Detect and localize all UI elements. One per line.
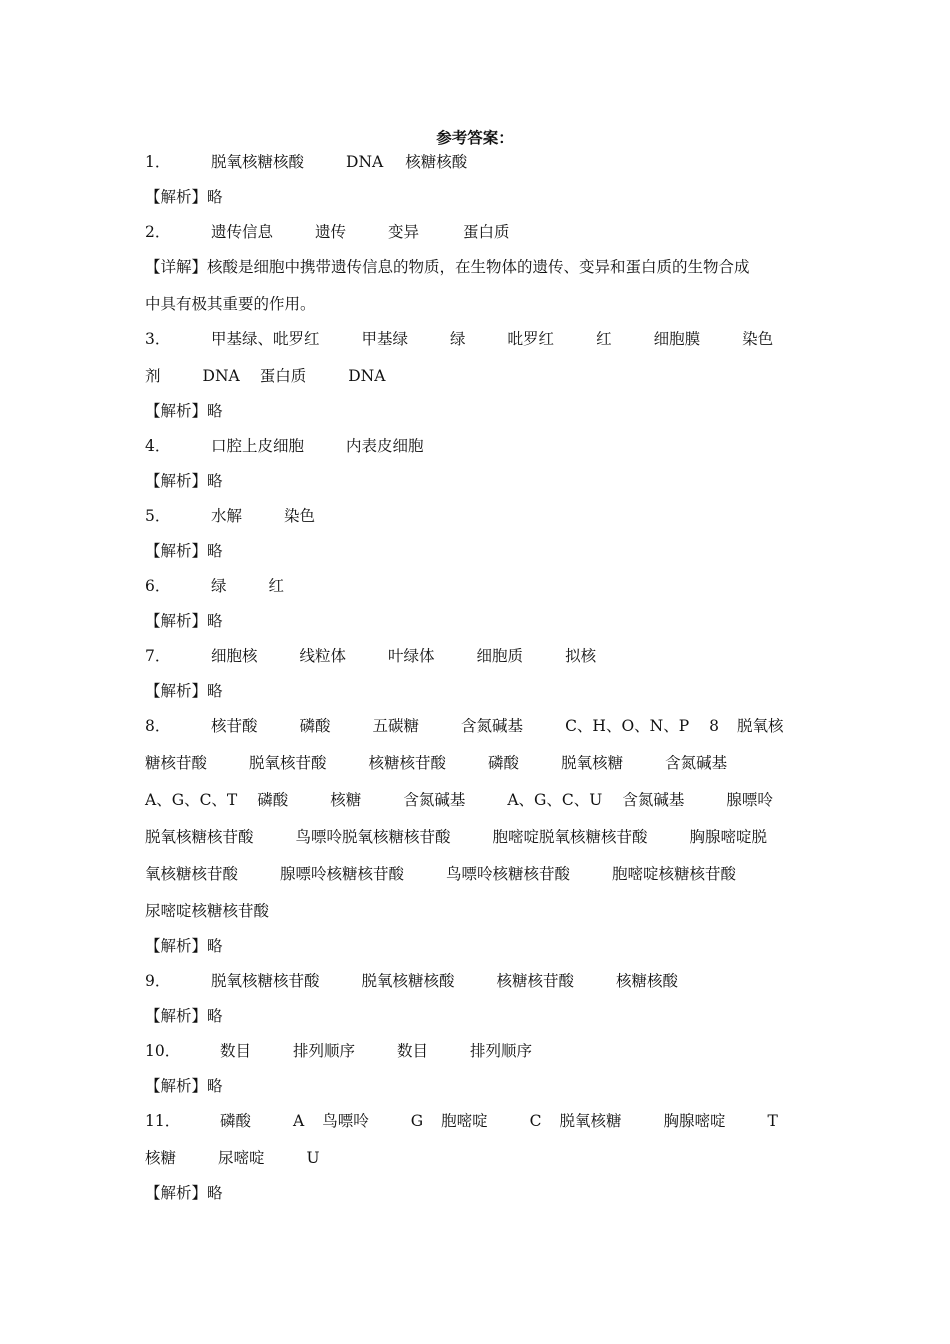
analysis-label: 【解析】 [145, 1077, 208, 1095]
answer-blank: 排列顺序 [293, 1042, 356, 1060]
answer-blank: 含氮碱基 [403, 791, 466, 809]
answer-blank: 脱氧核苷酸 [249, 754, 327, 772]
answer-blank: A、G、C、U [507, 791, 603, 809]
answer-blank: 脱氧核糖 [561, 754, 624, 772]
analysis-text: 略 [207, 1077, 223, 1095]
answer-blank: 鸟嘌呤核糖核苷酸 [446, 865, 571, 883]
answer-blank: A、G、C、T [145, 791, 238, 809]
answer-blank: 脱氧核糖 [559, 1112, 622, 1130]
answer-blank: 甲基绿 [361, 330, 409, 348]
answer-blank: 甲基绿、吡罗红 [211, 330, 320, 348]
answer-8 [145, 716, 810, 753]
analysis-text: 略 [207, 402, 223, 420]
answer-blank: 磷酸 [257, 791, 289, 809]
answer-blank: 剂 [145, 367, 161, 385]
answer-8-cont-4 [145, 864, 810, 901]
question-number: 8． [145, 717, 171, 735]
answer-blank: 核糖 [145, 1149, 177, 1167]
answer-blank: 核糖 [330, 791, 362, 809]
question-number: 6． [145, 577, 171, 595]
answer-blank: 胸腺嘧啶脱 [689, 828, 768, 846]
analysis-label: 【解析】 [145, 188, 208, 206]
answer-blank: 线粒体 [299, 647, 347, 665]
answer-blank: G [410, 1112, 424, 1130]
analysis-4 [145, 471, 810, 506]
answer-blank: 遗传信息 [211, 223, 274, 241]
analysis-label: 【解析】 [145, 682, 208, 700]
answer-blank: 叶绿体 [388, 647, 435, 665]
answer-blank: 尿嘧啶 [218, 1149, 265, 1167]
answer-blank: 蛋白质 [259, 367, 307, 385]
detail-2-line-1 [145, 257, 810, 294]
answer-blank: 磷酸 [488, 754, 520, 772]
answer-blank: C [529, 1112, 542, 1130]
analysis-7 [145, 681, 810, 716]
answer-list [145, 152, 810, 1218]
answer-blank: 细胞核 [211, 647, 258, 665]
answer-blank: 含氮碱基 [665, 754, 728, 772]
analysis-text: 略 [207, 612, 223, 630]
answer-blank: 遗传 [315, 223, 347, 241]
answer-blank: DNA [346, 153, 384, 171]
question-number: 10． [145, 1042, 181, 1060]
answer-blank: 脱氧核 [737, 717, 784, 735]
answer-blank: 胞嘧啶脱氧核糖核苷酸 [492, 828, 648, 846]
answer-blank: T [767, 1112, 778, 1130]
answer-blank: 绿 [211, 577, 227, 595]
question-number: 2． [145, 223, 171, 241]
answer-blank: 染色 [284, 507, 316, 525]
analysis-text: 略 [207, 1184, 223, 1202]
answer-blank: 变异 [388, 223, 420, 241]
answer-blank: 脱氧核糖核苷酸 [211, 972, 320, 990]
answer-blank: 核糖核苷酸 [368, 754, 447, 772]
answer-11-cont [145, 1148, 810, 1183]
answer-5 [145, 506, 810, 541]
answer-blank: 腺嘌呤核糖核苷酸 [280, 865, 405, 883]
answer-blank: 尿嘧啶核糖核苷酸 [145, 902, 270, 920]
answer-blank: C、H、O、N、P [565, 717, 690, 735]
analysis-10 [145, 1076, 810, 1111]
answer-blank: 含氮碱基 [622, 791, 685, 809]
analysis-label: 【解析】 [145, 542, 208, 560]
answer-blank: 8 [709, 717, 720, 735]
analysis-label: 【解析】 [145, 1184, 208, 1202]
answer-blank: 核糖核酸 [616, 972, 679, 990]
answer-blank: 五碳糖 [372, 717, 420, 735]
answer-blank: 核苷酸 [211, 717, 258, 735]
answer-blank: 鸟嘌呤脱氧核糖核苷酸 [295, 828, 451, 846]
answer-1 [145, 152, 810, 187]
question-number: 4． [145, 437, 171, 455]
answer-6 [145, 576, 810, 611]
answer-8-cont-5 [145, 901, 810, 936]
detail-label: 【详解】 [145, 258, 208, 276]
question-number: 3． [145, 330, 171, 348]
answer-blank: 蛋白质 [463, 223, 510, 241]
answer-blank: 核糖核苷酸 [496, 972, 575, 990]
answer-blank: 鸟嘌呤 [322, 1112, 369, 1130]
answer-7 [145, 646, 810, 681]
answer-blank: 口腔上皮细胞 [211, 437, 305, 455]
detail-text: 核酸是细胞中携带遗传信息的物质，在生物体的遗传、变异和蛋白质的生物合成 [207, 258, 750, 276]
answer-blank: 磷酸 [299, 717, 331, 735]
answer-blank: 绿 [450, 330, 466, 348]
analysis-1 [145, 187, 810, 222]
question-number: 11． [145, 1112, 181, 1130]
analysis-9 [145, 1006, 810, 1041]
question-number: 1． [145, 153, 171, 171]
detail-text: 中具有极其重要的作用。 [145, 295, 316, 313]
analysis-text: 略 [207, 682, 223, 700]
answer-blank: U [306, 1149, 320, 1167]
answer-blank: 内表皮细胞 [346, 437, 424, 455]
answer-blank: 胸腺嘧啶 [663, 1112, 726, 1130]
analysis-label: 【解析】 [145, 612, 208, 630]
analysis-text: 略 [207, 937, 223, 955]
answer-blank: 含氮碱基 [461, 717, 524, 735]
analysis-3 [145, 401, 810, 436]
answer-3 [145, 329, 810, 366]
answer-blank: 腺嘌呤 [726, 791, 773, 809]
analysis-label: 【解析】 [145, 1007, 208, 1025]
answer-blank: 细胞质 [476, 647, 524, 665]
answer-blank: 细胞膜 [653, 330, 701, 348]
analysis-text: 略 [207, 542, 223, 560]
answer-8-cont-1 [145, 753, 810, 790]
question-number: 9． [145, 972, 171, 990]
analysis-5 [145, 541, 810, 576]
answer-blank: 脱氧核糖核酸 [361, 972, 455, 990]
answer-blank: 红 [596, 330, 612, 348]
answer-11 [145, 1111, 810, 1148]
answer-blank: 胞嘧啶 [441, 1112, 488, 1130]
answer-blank: 磷酸 [220, 1112, 252, 1130]
analysis-label: 【解析】 [145, 937, 208, 955]
question-number: 5． [145, 507, 171, 525]
analysis-8 [145, 936, 810, 971]
answer-blank: 氧核糖核苷酸 [145, 865, 239, 883]
answer-blank: 染色 [742, 330, 774, 348]
analysis-text: 略 [207, 188, 223, 206]
answer-blank: DNA [202, 367, 240, 385]
answer-9 [145, 971, 810, 1006]
analysis-text: 略 [207, 472, 223, 490]
analysis-6 [145, 611, 810, 646]
answer-blank: 核糖核酸 [405, 153, 468, 171]
detail-2-line-2 [145, 294, 810, 329]
answer-blank: 拟核 [565, 647, 597, 665]
answer-blank: 数目 [397, 1042, 429, 1060]
answer-blank: A [293, 1112, 305, 1130]
answer-blank: 排列顺序 [470, 1042, 533, 1060]
answer-blank: 数目 [220, 1042, 252, 1060]
answer-blank: 脱氧核糖核酸 [211, 153, 305, 171]
answer-blank: 脱氧核糖核苷酸 [145, 828, 254, 846]
answer-blank: DNA [348, 367, 386, 385]
answer-blank: 糖核苷酸 [145, 754, 208, 772]
answer-8-cont-3 [145, 827, 810, 864]
answer-8-cont-2 [145, 790, 810, 827]
answer-10 [145, 1041, 810, 1076]
answer-blank: 红 [268, 577, 285, 595]
answer-4 [145, 436, 810, 471]
answer-2 [145, 222, 810, 257]
answer-3-cont [145, 366, 810, 401]
analysis-text: 略 [207, 1007, 223, 1025]
analysis-label: 【解析】 [145, 402, 208, 420]
page-title: 参考答案： [436, 128, 514, 147]
answer-blank: 水解 [211, 507, 243, 525]
analysis-11 [145, 1183, 810, 1218]
question-number: 7． [145, 647, 171, 665]
analysis-label: 【解析】 [145, 472, 208, 490]
answer-blank: 胞嘧啶核糖核苷酸 [612, 865, 737, 883]
answer-blank: 吡罗红 [507, 330, 555, 348]
